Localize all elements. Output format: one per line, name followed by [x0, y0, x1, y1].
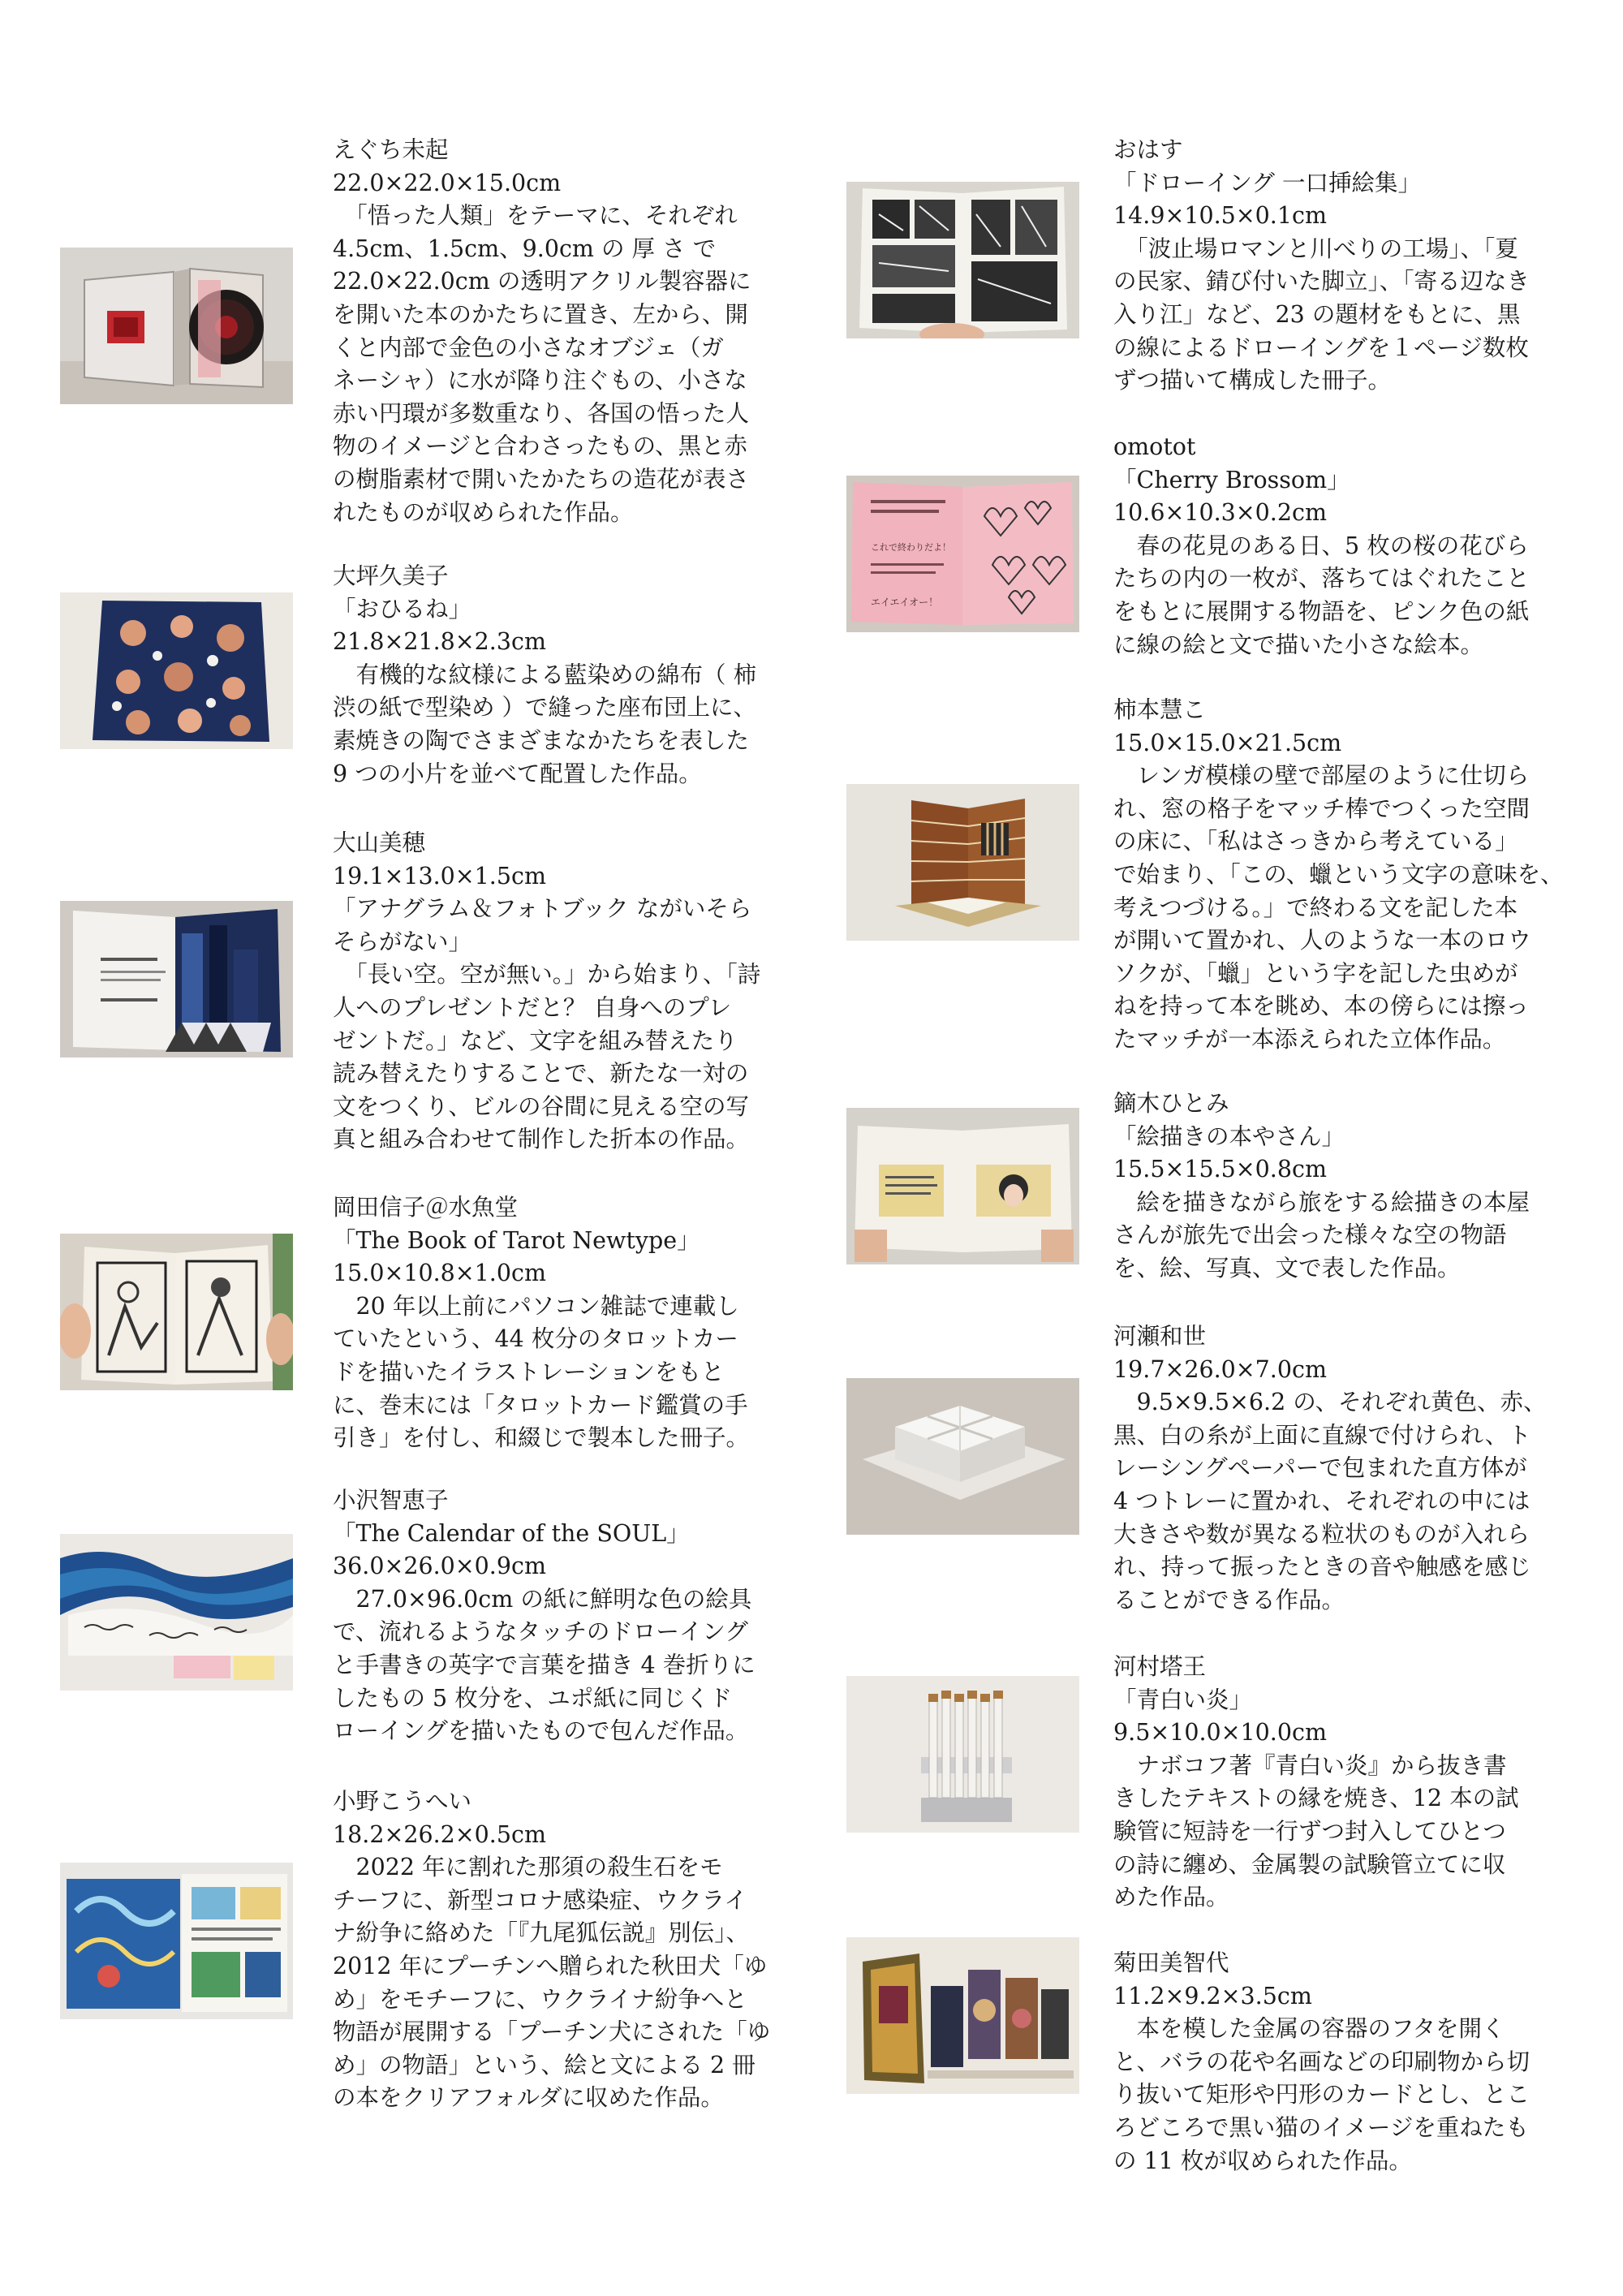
- clear-folder-books-image: [60, 1863, 293, 2019]
- artist-name: 河村塔王: [1113, 1653, 1207, 1680]
- entry-otsubo: 大坪久美子 「おひるね」 21.8×21.8×2.3cm 有機的な紋様による藍染めの綿布（ 柿 渋の紙で型染め ）で縫った座布団上に、 素焼きの陶でさまざまなかたちを表した 9 つの小片を並べて配置した作品。: [333, 560, 756, 790]
- test-tube-rack-image: [846, 1676, 1079, 1833]
- photobook-image: [60, 901, 293, 1058]
- acrylic-book-object-image: [60, 248, 293, 404]
- artist-name: 柿本慧こ: [1113, 696, 1207, 723]
- artwork-photo-kikuta: [846, 1937, 1079, 2094]
- entry-kaburagi: 鏑木ひとみ 「絵描きの本やさん」 15.5×15.5×0.8cm 絵を描きながら旅をする絵描きの本屋 さんが旅先で出会った様々な空の物語 を、絵、写真、文で表した作品。: [1113, 1088, 1530, 1286]
- entry-okada: 岡田信子＠水魚堂 「The Book of Tarot Newtype」 15.0×10.8×1.0cm 20 年以上前にパソコン雑誌で連載し ていたという、44 枚分のタロットカー ドを描いたイラストレーションをもと に、巻末には「タロットカード鑑賞の手 引き」を付し、和綴じで製本した冊子。: [333, 1191, 749, 1455]
- artwork-photo-omotot: [846, 476, 1079, 632]
- wrapped-boxes-image: [846, 1378, 1079, 1535]
- artist-name: おはす: [1113, 136, 1183, 163]
- entry-ohasu: おはす 「ドローイング 一口挿絵集」 14.9×10.5×0.1cm 「波止場ロマンと川べりの工場」、「夏 の民家、錆び付いた脚立」、「寄る辺なき 入り江」など、23 の題材をもとに、黒 の線によるドローイングを１ページ数枚 ずつ描いて構成した冊子。: [1113, 134, 1530, 398]
- artwork-photo-ono: [60, 1863, 293, 2019]
- artist-name: omotot: [1113, 433, 1196, 460]
- entry-kawamura: 河村塔王 「青白い炎」 9.5×10.0×10.0cm ナボコフ著『青白い炎』から抜き書 きしたテキストの縁を焼き、12 本の試 験管に短詩を一行ずつ封入してひとつ の詩に纏め、金属製の試験管立てに収 めた作品。: [1113, 1651, 1519, 1915]
- calendar-scroll-image: [60, 1534, 293, 1691]
- tarot-book-image: [60, 1234, 293, 1390]
- artist-name: 小野こうへい: [333, 1788, 472, 1815]
- entry-omotot: omotot 「Cherry Brossom」 10.6×10.3×0.2cm 春の花見のある日、5 枚の桜の花びら たちの内の一枚が、落ちてはぐれたこと をもとに展開する物語を、ピンク色の紙 に線の絵と文で描いた小さな絵本。: [1113, 431, 1530, 661]
- artist-name: 菊田美智代: [1113, 1949, 1229, 1976]
- entry-kakimoto: 柿本慧こ 15.0×15.0×21.5cm レンガ模様の壁で部屋のように仕切ら れ、窓の格子をマッチ棒でつくった空間 の床に、「私はさっきから考えている」 で始まり、「この、蠟という文字の意味を、 考えつづける。」で終わる文を記した本 が開いて置かれ、人のような一本のロウ ソクが、「蠟」という字を記した虫めが ねを持って本を眺め、本の傍らには擦っ たマッチが一本添えられた立体作品。: [1113, 694, 1564, 1057]
- artist-name: えぐち未起: [333, 136, 449, 163]
- artwork-photo-ozawa: [60, 1534, 293, 1691]
- artist-name: 大山美穂: [333, 829, 426, 856]
- indigo-cushion-image: [60, 592, 293, 749]
- entry-eguchi: えぐち未起 22.0×22.0×15.0cm 「悟った人類」をテーマに、それぞれ 4.5cm、1.5cm、9.0cm の 厚 さ で 22.0×22.0cm の透明アクリル製容器に を開いた本のかたちに置き、左から、開 くと内部で金色の小さなオブジェ（ガ ネーシャ）に水が降り注ぐもの、小さな 赤い円環が多数重なり、各国の悟った人 物のイメージと合わさったもの、黒と赤 の樹脂素材で開いたかたちの造花が表さ れたものが収められた作品。: [333, 134, 751, 529]
- artwork-photo-oyama: [60, 901, 293, 1058]
- drawing-booklet-image: [846, 182, 1079, 338]
- artwork-photo-otsubo: [60, 592, 293, 749]
- entry-ozawa: 小沢智恵子 「The Calendar of the SOUL」 36.0×26.0×0.9cm 27.0×96.0cm の紙に鮮明な色の絵具 で、流れるようなタッチのドローイング と手書きの英字で言葉を描き 4 巻折りに したもの 5 枚分を、ユポ紙に同じくド ローイングを描いたもので包んだ作品。: [333, 1484, 756, 1748]
- book-shout-text: エイエイオー！: [871, 597, 939, 608]
- entry-kikuta: 菊田美智代 11.2×9.2×3.5cm 本を模した金属の容器のフタを開く と、バラの花や名画などの印刷物から切 り抜いて矩形や円形のカードとし、とこ ろどころで黒い猫のイメージを重ねたも の 11 枚が収められた作品。: [1113, 1947, 1530, 2178]
- picture-book-image: [846, 1108, 1079, 1264]
- artwork-photo-ohasu: [846, 182, 1079, 338]
- artist-name: 大坪久美子: [333, 562, 449, 589]
- artwork-photo-kawamura: [846, 1676, 1079, 1833]
- artwork-photo-kawase: [846, 1378, 1079, 1535]
- entry-kawase: 河瀬和世 19.7×26.0×7.0cm 9.5×9.5×6.2 の、それぞれ黄色、赤、 黒、白の糸が上面に直線で付けられ、ト レーシングペーパーで包まれた直方体が 4 つトレーに置かれ、それぞれの中には 大きさや数が異なる粒状のものが入れら れ、持って振ったときの音や触感を感じ ることができる作品。: [1113, 1320, 1547, 1617]
- artist-name: 鏑木ひとみ: [1113, 1090, 1229, 1117]
- brick-room-object-image: [846, 784, 1079, 941]
- pink-picture-book-image: [846, 476, 1079, 632]
- artwork-photo-okada: [60, 1234, 293, 1390]
- artist-name: 河瀬和世: [1113, 1323, 1207, 1350]
- entry-oyama: 大山美穂 19.1×13.0×1.5cm 「アナグラム＆フォトブック ながいそら そらがない」 「長い空。空が無い。」から始まり、「詩 人へのプレゼントだと？ 自身へのプレ ゼントだ。」など、文字を組み替えたり 読み替えたりすることで、新たな一対の 文をつくり、ビルの谷間に見える空の写 真と組み合わせて制作した折本の作品。: [333, 827, 760, 1157]
- artwork-photo-eguchi: [60, 248, 293, 404]
- artwork-photo-kakimoto: [846, 784, 1079, 941]
- book-page-text: これで終わりだよ！: [871, 542, 951, 553]
- artwork-photo-kaburagi: [846, 1108, 1079, 1264]
- artist-name: 小沢智恵子: [333, 1487, 449, 1514]
- entry-ono: 小野こうへい 18.2×26.2×0.5cm 2022 年に割れた那須の殺生石をモ チーフに、新型コロナ感染症、ウクライ ナ紛争に絡めた「『九尾狐伝説』別伝」、 2012 年にプーチンへ贈られた秋田犬「ゆ め」をモチーフに、ウクライナ紛争へと 物語が展開する「プーチン犬にされた「ゆ め」の物語」という、絵と文による 2 冊 の本をクリアフォルダに収めた作品。: [333, 1786, 770, 2115]
- artist-name: 岡田信子＠水魚堂: [333, 1194, 519, 1221]
- metal-book-cards-image: [846, 1937, 1079, 2094]
